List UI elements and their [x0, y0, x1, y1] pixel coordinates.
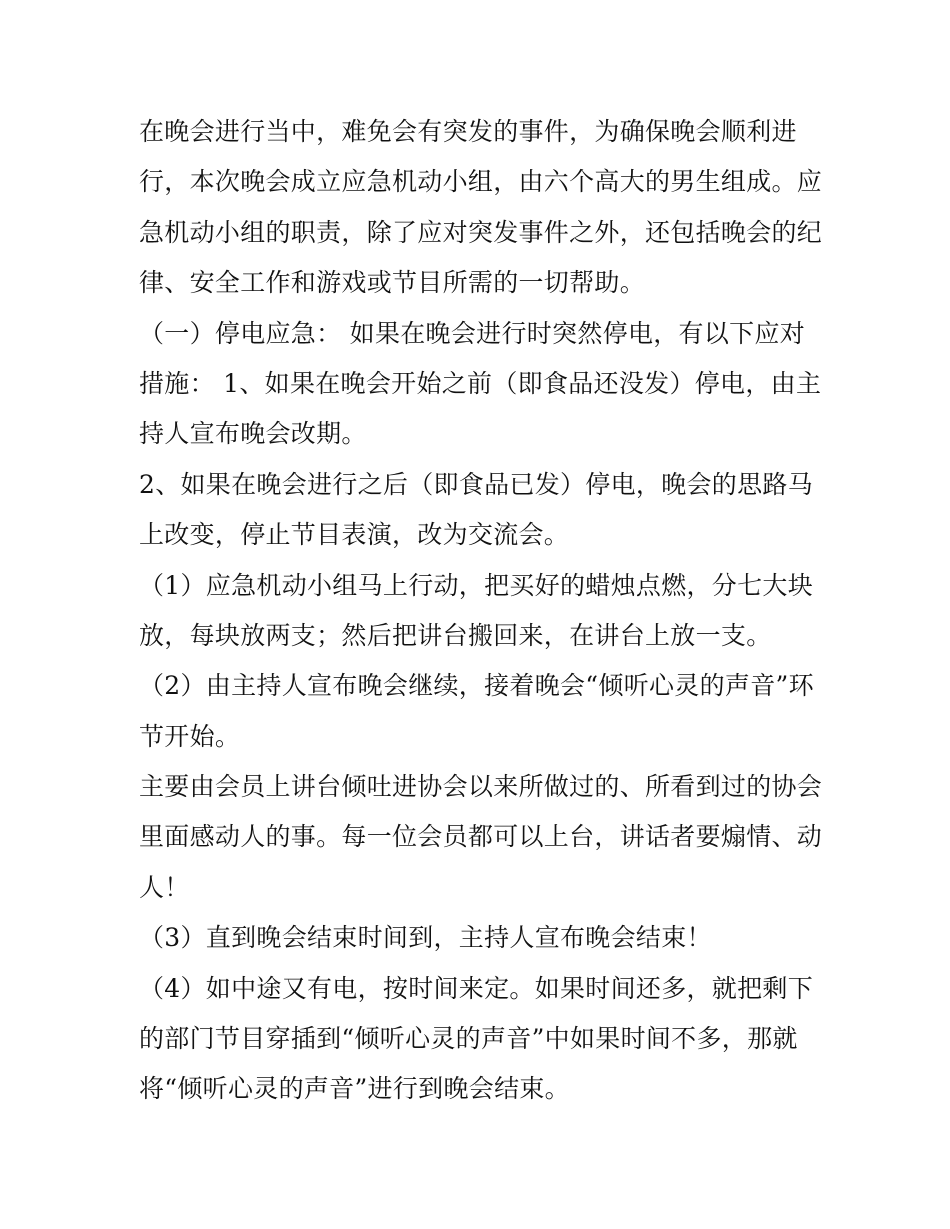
- text-line-8: 2、如果在晚会进行之后（即食品已发）停电，晚会的思路马: [139, 469, 814, 499]
- text-line-16: 人！: [139, 872, 190, 902]
- text-line-4: 律、安全工作和游戏或节目所需的一切帮助。: [139, 268, 646, 298]
- text-line-17: （3）直到晚会结束时间到，主持人宣布晚会结束！: [139, 923, 712, 953]
- text-line-19: 的部门节目穿插到“倾听心灵的声音”中如果时间不多，那就: [139, 1024, 798, 1054]
- text-line-11: 放，每块放两支；然后把讲台搬回来，在讲台上放一支。: [139, 620, 772, 650]
- text-line-13: 节开始。: [139, 721, 241, 751]
- text-line-5: （一）停电应急： 如果在晚会进行时突然停电，有以下应对: [139, 318, 806, 348]
- text-line-14: 主要由会员上讲台倾吐进协会以来所做过的、所看到过的协会: [139, 772, 823, 802]
- text-line-18: （4）如中途又有电，按时间来定。如果时间还多，就把剩下: [139, 973, 814, 1003]
- document-body: [139, 107, 829, 1115]
- text-line-6: 措施： 1、如果在晚会开始之前（即食品还没发）停电，由主: [139, 368, 822, 398]
- text-line-3: 急机动小组的职责，除了应对突发事件之外，还包括晚会的纪: [139, 217, 823, 247]
- text-line-20: 将“倾听心灵的声音”进行到晚会结束。: [139, 1074, 570, 1104]
- text-line-1: 在晚会进行当中，难免会有突发的事件，为确保晚会顺利进: [139, 117, 797, 146]
- text-line-2: 行，本次晚会成立应急机动小组，由六个高大的男生组成。应: [139, 167, 823, 197]
- text-line-15: 里面感动人的事。每一位会员都可以上台，讲话者要煽情、动: [139, 822, 823, 852]
- text-line-10: （1）应急机动小组马上行动，把买好的蜡烛点燃，分七大块: [139, 570, 814, 600]
- text-line-12: （2）由主持人宣布晚会继续，接着晚会“倾听心灵的声音”环: [139, 671, 814, 701]
- text-line-7: 持人宣布晚会改期。: [139, 419, 367, 449]
- text-line-9: 上改变，停止节目表演，改为交流会。: [139, 520, 570, 550]
